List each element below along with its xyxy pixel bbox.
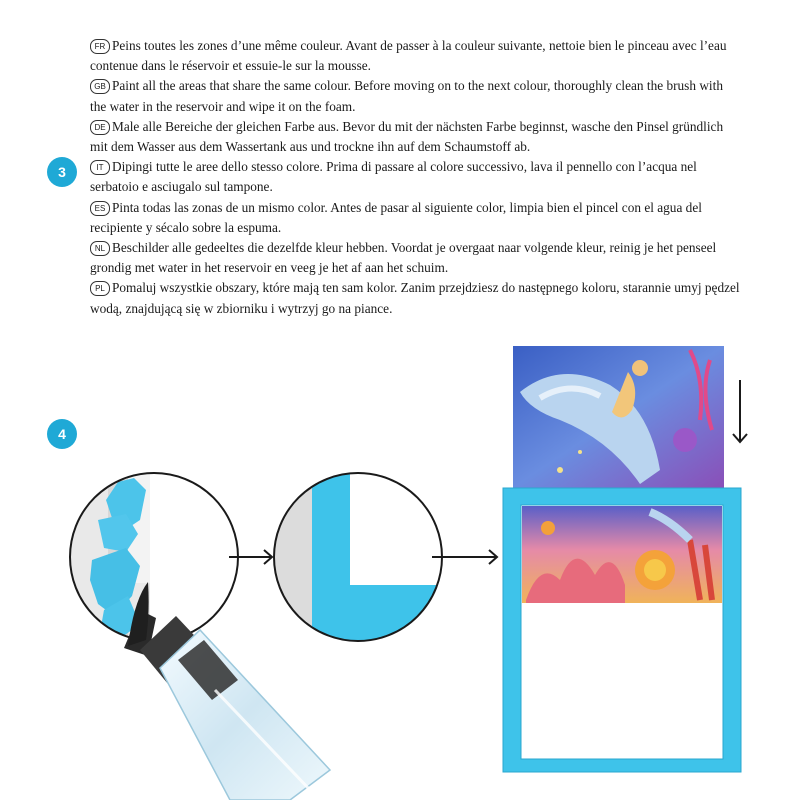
step-4-badge: 4 — [47, 419, 77, 449]
instruction-text-es: Pinta todas las zonas de un mismo color. Antes de pasar al siguiente color, limpia bien el pincel con el agua del recipiente y sécalo sobre la espuma. — [90, 199, 702, 235]
lang-badge-es: ES — [90, 201, 110, 216]
arrow-down-icon — [733, 380, 747, 442]
step-3-badge: 3 — [47, 157, 77, 187]
instruction-text-pl: Pomaluj wszystkie obszary, które mają ten sam kolor. Zanim przejdziesz do następnego koloru, starannie umyj pędzel wodą, znajdującą się w zbiorniku i wytrzyj go na piance. — [90, 280, 740, 316]
lang-badge-de: DE — [90, 120, 110, 135]
instruction-text-it: Dipingi tutte le aree dello stesso colore. Prima di passare al colore successivo, lava il pennello con l’acqua nel serbatoio e asciugalo sul tampone. — [90, 159, 697, 195]
magnifier-painting — [70, 473, 245, 643]
paint-frame — [503, 488, 741, 772]
painting-image — [513, 346, 724, 488]
lang-badge-fr: FR — [90, 39, 110, 54]
instruction-text-fr: Peins toutes les zones d’une même couleur. Avant de passer à la couleur suivante, nettoie bien le pinceau avec l’eau contenue dans le réservoir et essuie-le sur la mousse. — [90, 38, 727, 74]
lang-badge-pl: PL — [90, 281, 110, 296]
lang-badge-it: IT — [90, 160, 110, 175]
instruction-text-nl: Beschilder alle gedeeltes die dezelfde kleur hebben. Voordat je overgaat naar volgende kleur, reinig je het penseel grondig met water in het reservoir en veeg je het af aan het schuim. — [90, 240, 717, 276]
instruction-text-de: Male alle Bereiche der gleichen Farbe aus. Bevor du mit der nächsten Farbe beginnst, wasche den Pinsel gründlich mit dem Wasser aus dem Wassertank aus und trockne ihn auf dem Schaumstoff ab. — [90, 118, 724, 155]
lang-badge-nl: NL — [90, 241, 110, 256]
instruction-text-gb: Paint all the areas that share the same colour. Before moving on to the next colour, thoroughly clean the brush with the water in the reservoir and wipe it on the foam. — [90, 78, 723, 114]
magnifier-painted-corner — [270, 473, 442, 643]
lang-badge-gb: GB — [90, 79, 110, 94]
